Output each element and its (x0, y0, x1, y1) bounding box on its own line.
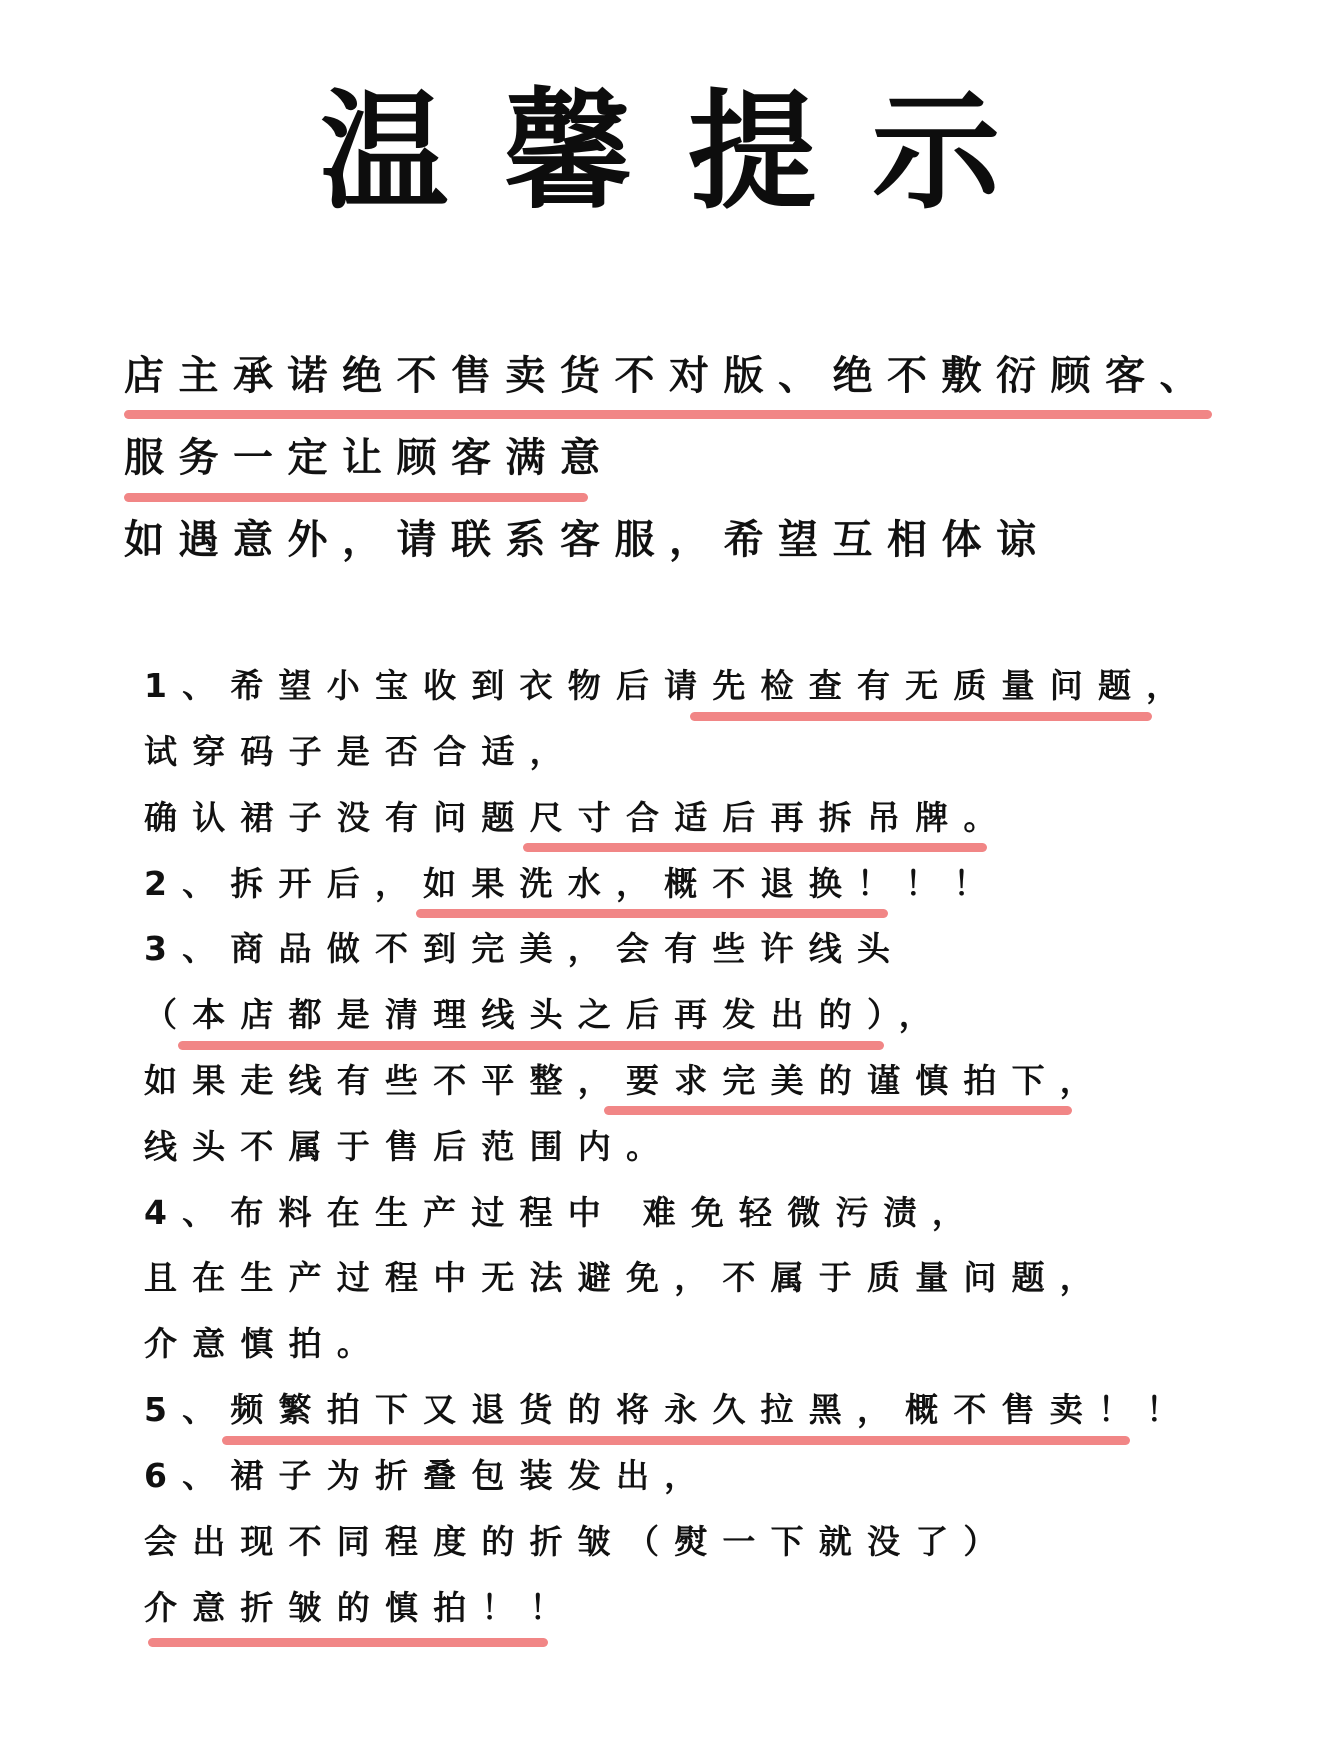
item-line-5: 3、商品做不到完美，会有些许线头 (144, 929, 906, 968)
intro-underline-1 (124, 410, 1212, 419)
item-line-13: 6、裙子为折叠包装发出， (144, 1456, 713, 1495)
intro-line-2: 服务一定让顾客满意 (124, 435, 615, 481)
item-line-2: 试穿码子是否合适， (144, 732, 578, 771)
item-line-10: 且在生产过程中无法避免，不属于质量问题， (144, 1258, 1108, 1297)
item-line-14: 会出现不同程度的折皱（熨一下就没了） (144, 1522, 1012, 1561)
item-line-6: （本店都是清理线头之后再发出的）， (144, 995, 947, 1034)
item-line-3: 确认裙子没有问题尺寸合适后再拆吊牌。 (144, 798, 1012, 837)
item-line-12: 5、频繁拍下又退货的将永久拉黑，概不售卖！！ (144, 1390, 1195, 1429)
item-line-9: 4、布料在生产过程中 难免轻微污渍， (144, 1193, 981, 1232)
intro-underline-2 (124, 493, 588, 502)
item-line-15: 介意折皱的慎拍！！ (144, 1588, 578, 1627)
item-underline-1 (690, 712, 1152, 721)
item-line-7: 如果走线有些不平整，要求完美的谨慎拍下， (144, 1061, 1108, 1100)
item-underline-7 (604, 1106, 1072, 1115)
item-line-11: 介意慎拍。 (144, 1324, 385, 1363)
item-underline-15 (148, 1638, 548, 1647)
item-line-8: 线头不属于售后范围内。 (144, 1127, 675, 1166)
intro-line-1: 店主承诺绝不售卖货不对版、绝不敷衍顾客、 (124, 353, 1214, 399)
intro-line-3: 如遇意外，请联系客服，希望互相体谅 (124, 517, 1051, 563)
page-title: 温馨提示 (319, 78, 1056, 227)
item-line-4: 2、拆开后，如果洗水，概不退换！！！ (144, 864, 1002, 903)
item-underline-12 (222, 1436, 1130, 1445)
item-underline-4 (416, 909, 888, 918)
item-underline-6 (178, 1041, 884, 1050)
item-underline-3 (523, 843, 987, 852)
item-line-1: 1、希望小宝收到衣物后请先检查有无质量问题， (144, 666, 1195, 705)
